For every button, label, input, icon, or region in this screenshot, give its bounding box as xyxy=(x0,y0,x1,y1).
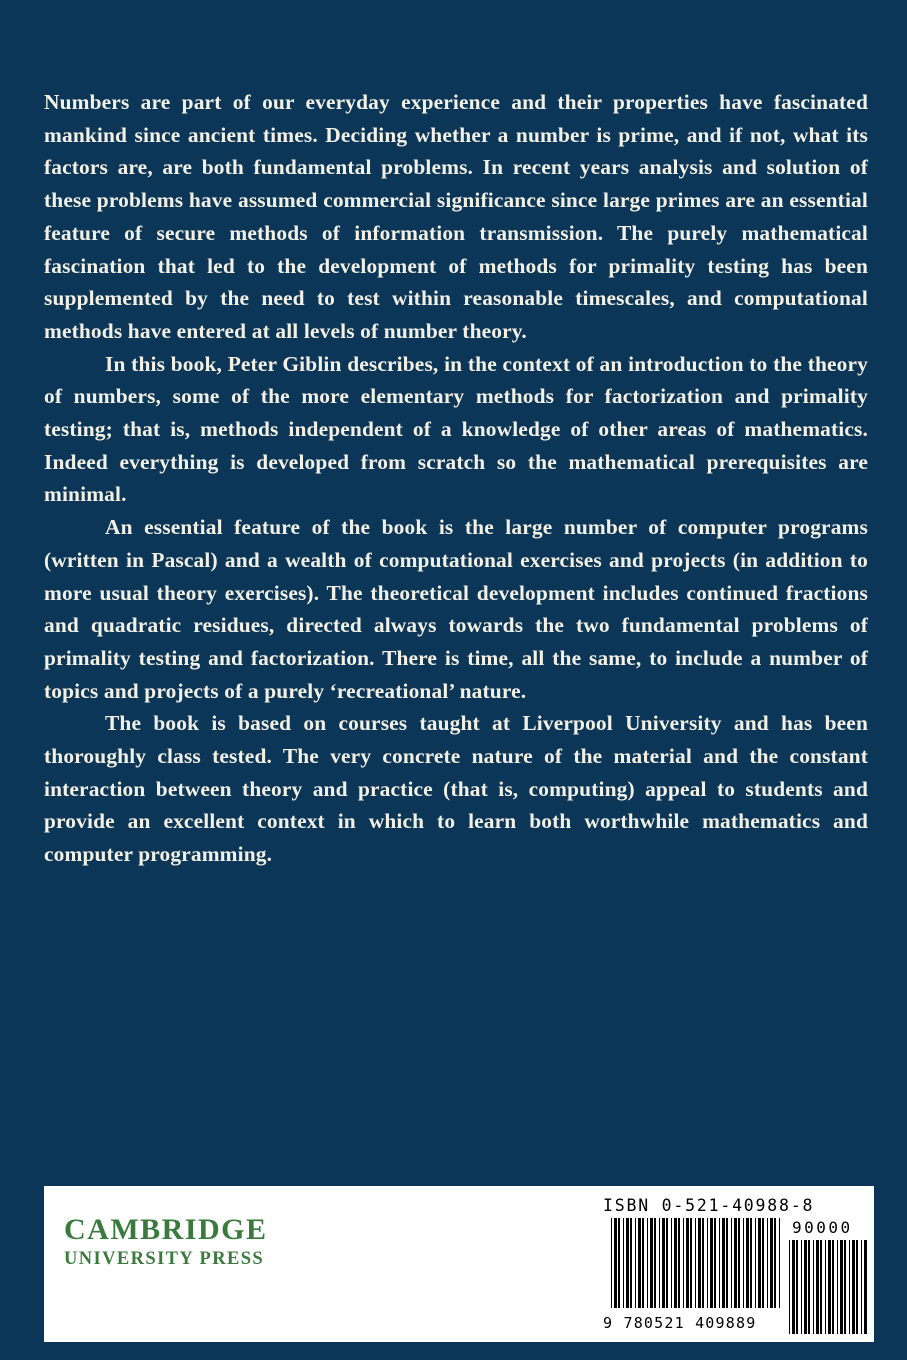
main-bar-17 xyxy=(678,1218,680,1308)
addon-bar-16 xyxy=(852,1240,855,1334)
publisher-name: CAMBRIDGE xyxy=(64,1213,268,1246)
addon-bar-7 xyxy=(816,1240,819,1334)
main-bar-38 xyxy=(762,1218,764,1308)
barcode-ean-number: 9 780521 409889 xyxy=(603,1314,757,1332)
main-bar-25 xyxy=(710,1218,713,1308)
publisher-subtitle: UNIVERSITY PRESS xyxy=(64,1249,265,1269)
main-bar-12 xyxy=(659,1218,660,1308)
blurb-paragraph-2: In this book, Peter Giblin describes, in the context of an introduction to the theory of numbers, some of the more elementary methods for factorization and primality testing; that is, methods independent of a knowledge of other areas of mathematics. Indeed everything is developed from scratch so the mathematical prerequisites are minimal. xyxy=(44,351,868,507)
main-bar-8 xyxy=(642,1218,644,1308)
publisher-logo xyxy=(64,1214,268,1270)
main-bar-11 xyxy=(654,1218,656,1308)
main-bar-10 xyxy=(650,1218,653,1308)
addon-bar-13 xyxy=(840,1240,843,1334)
addon-bar-6 xyxy=(813,1240,814,1334)
main-bar-14 xyxy=(666,1218,668,1308)
addon-bar-10 xyxy=(828,1240,831,1334)
main-bar-5 xyxy=(630,1218,632,1308)
main-bar-7 xyxy=(638,1218,641,1308)
main-bar-41 xyxy=(774,1218,776,1308)
main-bar-21 xyxy=(695,1218,696,1308)
main-bar-28 xyxy=(722,1218,725,1308)
main-bar-0 xyxy=(611,1218,612,1308)
main-bar-2 xyxy=(618,1218,620,1308)
main-bar-1 xyxy=(614,1218,617,1308)
main-bar-18 xyxy=(683,1218,684,1308)
blurb-paragraph-4: The book is based on courses taught at Liverpool University and has been thoroughly class tested. The very concrete nature of the material and the constant interaction between theory and practice (that is, computing) appeal to students and provide an excellent context in which to learn both worthwhile mathematics and computer programming. xyxy=(44,711,868,867)
main-bar-37 xyxy=(758,1218,761,1308)
main-bar-36 xyxy=(755,1218,756,1308)
barcode-addon-number: 90000 xyxy=(792,1218,853,1237)
main-bar-22 xyxy=(698,1218,701,1308)
main-bar-30 xyxy=(731,1218,732,1308)
main-bar-26 xyxy=(714,1218,716,1308)
main-bar-15 xyxy=(671,1218,672,1308)
blurb-paragraph-1: Numbers are part of our everyday experience and their properties have fascinated mankind since ancient times. Deciding whether a number is prime, and if not, what its factors are, are both fundamental problems. In recent years analysis and solution of these problems have assumed commercial significance since large primes are an essential feature of secure methods of information transmission. The purely mathematical fascination that led to the development of methods for primality testing has been supplemented by the need to test within reasonable timescales, and computational methods have entered at all levels of number theory. xyxy=(44,90,868,343)
main-bar-16 xyxy=(674,1218,677,1308)
addon-bar-12 xyxy=(837,1240,838,1334)
main-bar-23 xyxy=(702,1218,704,1308)
addon-bar-9 xyxy=(825,1240,826,1334)
addon-bar-4 xyxy=(804,1240,807,1334)
main-bar-40 xyxy=(770,1218,773,1308)
main-bar-19 xyxy=(686,1218,689,1308)
back-cover-blurb xyxy=(44,86,868,871)
addon-bar-2 xyxy=(796,1240,798,1334)
main-bar-34 xyxy=(746,1218,749,1308)
main-bar-39 xyxy=(767,1218,768,1308)
addon-bar-14 xyxy=(844,1240,846,1334)
main-bar-27 xyxy=(719,1218,720,1308)
main-bar-4 xyxy=(626,1218,629,1308)
main-bar-6 xyxy=(635,1218,636,1308)
main-bar-9 xyxy=(647,1218,648,1308)
main-bar-29 xyxy=(726,1218,728,1308)
blurb-paragraph-3: An essential feature of the book is the large number of computer programs (written in Pascal) and a wealth of computational exercises and projects (in addition to more usual theory exercises). The theoretical development includes continued fractions and quadratic residues, directed always towards the two fundamental problems of primality testing and factorization. There is time, all the same, to include a number of topics and projects of a purely ‘recreational’ nature. xyxy=(44,515,868,703)
main-bar-32 xyxy=(738,1218,740,1308)
main-bar-3 xyxy=(623,1218,624,1308)
addon-bar-3 xyxy=(801,1240,802,1334)
addon-bar-5 xyxy=(808,1240,810,1334)
addon-bar-15 xyxy=(849,1240,850,1334)
addon-bar-0 xyxy=(789,1240,790,1334)
barcode xyxy=(599,1196,869,1336)
addon-bar-8 xyxy=(820,1240,822,1334)
addon-bar-1 xyxy=(792,1240,795,1334)
main-bar-24 xyxy=(707,1218,708,1308)
addon-bar-11 xyxy=(832,1240,834,1334)
main-bar-13 xyxy=(662,1218,665,1308)
main-bar-42 xyxy=(779,1218,780,1308)
main-bar-20 xyxy=(690,1218,692,1308)
addon-bar-19 xyxy=(864,1240,867,1334)
main-bar-33 xyxy=(743,1218,744,1308)
isbn-text: ISBN 0-521-40988-8 xyxy=(603,1196,815,1215)
addon-bar-18 xyxy=(861,1240,862,1334)
main-bar-31 xyxy=(734,1218,737,1308)
main-bar-35 xyxy=(750,1218,752,1308)
addon-bar-17 xyxy=(856,1240,858,1334)
footer-panel xyxy=(44,1186,874,1342)
